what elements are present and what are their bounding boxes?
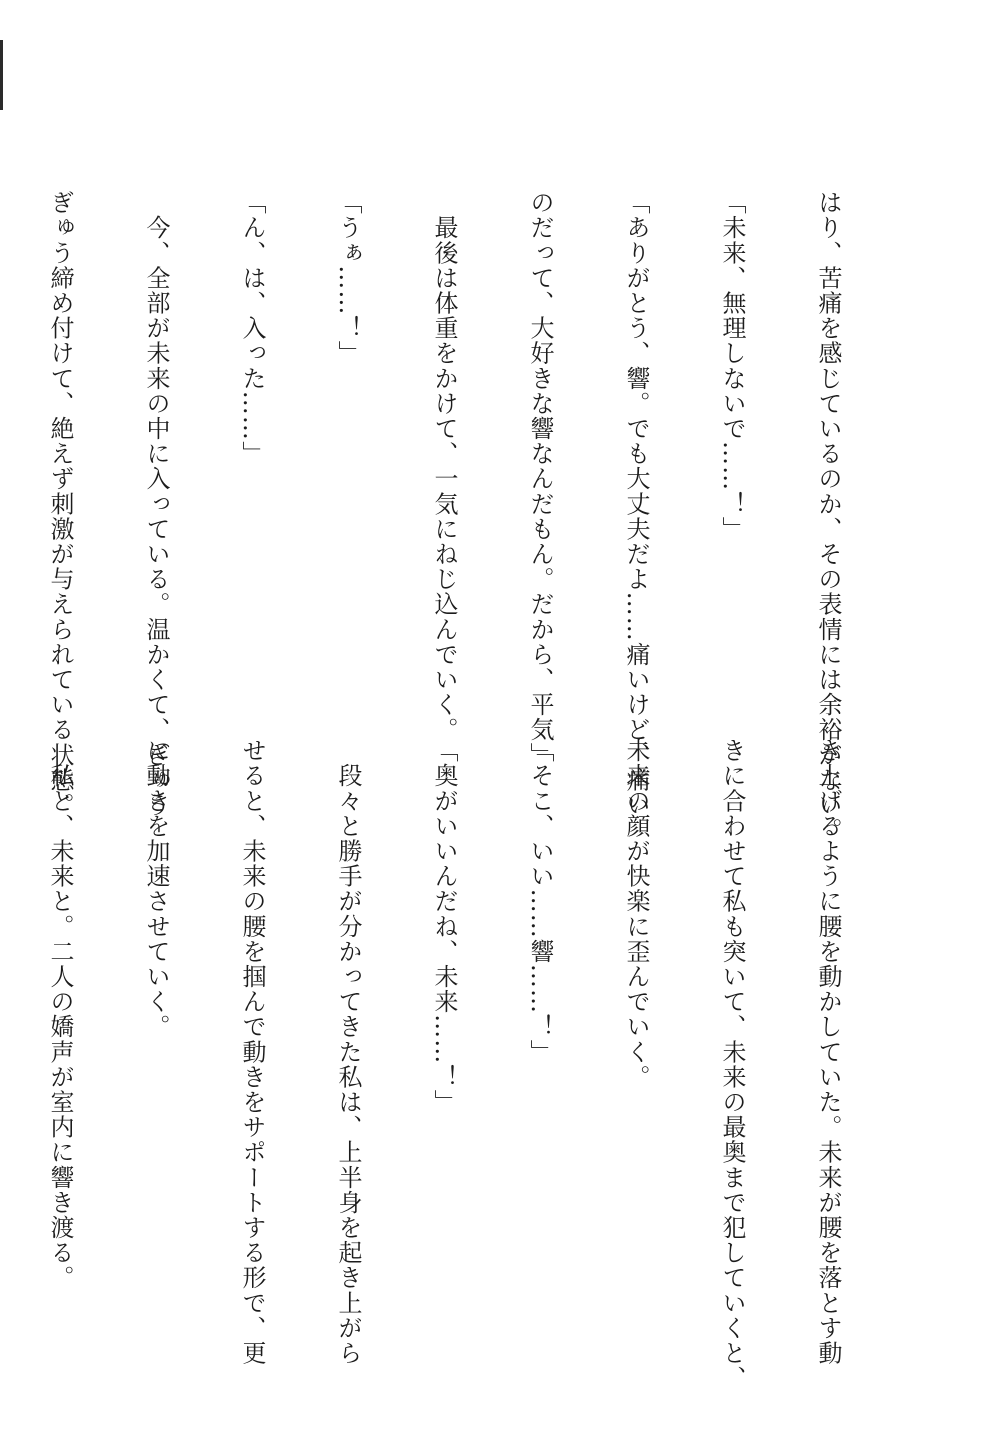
text-block-upper bbox=[46, 190, 908, 843]
text-line: 「奥がいいんだね、未来……！」 bbox=[430, 738, 458, 1115]
text-line: 「うぁ……！」 bbox=[334, 190, 362, 366]
text-line: 段々と勝手が分かってきた私は、上半身を起き上がら bbox=[334, 738, 362, 1366]
text-line: 私と、未来と。二人の嬌声が室内に響き渡る。 bbox=[46, 738, 74, 1291]
text-line: 未来の顔が快楽に歪んでいく。 bbox=[622, 738, 650, 1090]
text-block-lower bbox=[46, 738, 908, 1391]
text-line: 「ん、は、入った……」 bbox=[238, 190, 266, 467]
text-line: 「そこ、いい……響……！」 bbox=[526, 738, 554, 1065]
text-line: ぎゅう締め付けて、絶えず刺激が与えられている状態。 bbox=[46, 190, 74, 818]
text-line: き上げるように腰を動かしていた。未来が腰を落とす動 bbox=[814, 738, 842, 1366]
text-line: に動きを加速させていく。 bbox=[142, 738, 170, 1040]
text-line: せると、未来の腰を掴んで動きをサポートする形で、更 bbox=[238, 738, 266, 1366]
text-line: 「未来、無理しないで……！」 bbox=[718, 190, 746, 542]
text-line: きに合わせて私も突いて、未来の最奥まで犯していくと、 bbox=[718, 738, 746, 1391]
text-line: 今、全部が未来の中に入っている。温かくて、ぎゅう bbox=[142, 190, 170, 818]
text-line: はり、苦痛を感じているのか、その表情には余裕がない。 bbox=[814, 190, 842, 843]
page-binding-edge bbox=[0, 40, 3, 110]
text-line: 「ありがとう、響。でも大丈夫だよ……痛いけど、痛い bbox=[622, 190, 650, 818]
text-line: 最後は体重をかけて、一気にねじ込んでいく。 bbox=[430, 190, 458, 743]
text-line: のだって、大好きな響なんだもん。だから、平気」 bbox=[526, 190, 554, 768]
